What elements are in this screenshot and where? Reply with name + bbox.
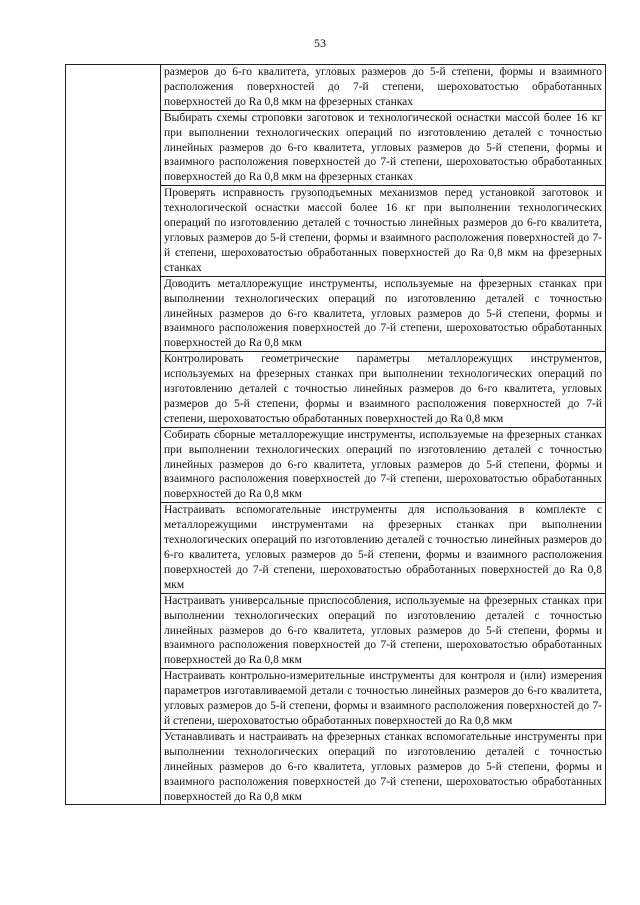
table-cell: Настраивать универсальные приспособления, используемые на фрезерных станках при выполнении технологических операций по изготовлению деталей с точностью линейных размеров до 6-го квалитета, угловых размеров до 5-й степени, формы и взаимного расположения поверхностей до 7-й степени, шероховатостью обработанных поверхностей до Ra 0,8 мкм [161, 593, 606, 669]
table-cell: Собирать сборные металлорежущие инструменты, используемые на фрезерных станках при выполнении технологических операций по изготовлению деталей с точностью линейных размеров до 6-го квалитета, угловых размеров до 5-й степени, формы и взаимного расположения поверхностей до 7-й степени, шероховатостью обработанных поверхностей до Ra 0,8 мкм [161, 427, 606, 503]
table-cell: Проверять исправность грузоподъемных механизмов перед установкой заготовок и технологической оснастки массой более 16 кг при выполнении технологических операций по изготовлению деталей с точностью линейных размеров до 6-го квалитета, угловых размеров до 5-й степени, формы и взаимного расположения поверхностей до 7-й степени, шероховатостью обработанных поверхностей до Ra 0,8 мкм на фрезерных станках [161, 186, 606, 276]
table-cell: Доводить металлорежущие инструменты, используемые на фрезерных станках при выполнении технологических операций по изготовлению деталей с точностью линейных размеров до 6-го квалитета, угловых размеров до 5-й степени, формы и взаимного расположения поверхностей до 7-й степени, шероховатостью обработанных поверхностей до Ra 0,8 мкм [161, 276, 606, 352]
table-cell: Устанавливать и настраивать на фрезерных станках вспомогательные инструменты при выполнении технологических операций по изготовлению деталей с точностью линейных размеров до 6-го квалитета, угловых размеров до 5-й степени, формы и взаимного расположения поверхностей до 7-й степени, шероховатостью обработанных поверхностей до Ra 0,8 мкм [161, 729, 606, 805]
page-number: 53 [314, 36, 326, 50]
requirements-table [65, 64, 606, 805]
table-cell: Контролировать геометрические параметры металлорежущих инструментов, используемых на фрезерных станках при выполнении технологических операций по изготовлению деталей с точностью линейных размеров до 6-го квалитета, угловых размеров до 5-й степени, формы и взаимного расположения поверхностей до 7-й степени, шероховатостью обработанных поверхностей до Ra 0,8 мкм [161, 352, 606, 428]
table-cell: Выбирать схемы строповки заготовок и технологической оснастки массой более 16 кг при выполнении технологических операций по изготовлению деталей с точностью линейных размеров до 6-го квалитета, угловых размеров до 5-й степени, формы и взаимного расположения поверхностей до 7-й степени, шероховатостью обработанных поверхностей до Ra 0,8 мкм на фрезерных станках [161, 110, 606, 186]
table-left-column [66, 65, 161, 805]
table-row [66, 65, 606, 111]
table-cell: размеров до 6-го квалитета, угловых размеров до 5-й степени, формы и взаимного расположения поверхностей до 7-й степени, шероховатостью обработанных поверхностей до Ra 0,8 мкм на фрезерных станках [161, 65, 606, 111]
table-cell: Настраивать вспомогательные инструменты для использования в комплекте с металлорежущими инструментами на фрезерных станках при выполнении технологических операций по изготовлению деталей с точностью линейных размеров до 6-го квалитета, угловых размеров до 5-й степени, формы и взаимного расположения поверхностей до 7-й степени, шероховатостью обработанных поверхностей до Ra 0,8 мкм [161, 503, 606, 593]
table-cell: Настраивать контрольно-измерительные инструменты для контроля и (или) измерения параметров изготавливаемой детали с точностью линейных размеров до 6-го квалитета, угловых размеров до 5-й степени, формы и взаимного расположения поверхностей до 7-й степени, шероховатостью обработанных поверхностей до Ra 0,8 мкм [161, 669, 606, 730]
